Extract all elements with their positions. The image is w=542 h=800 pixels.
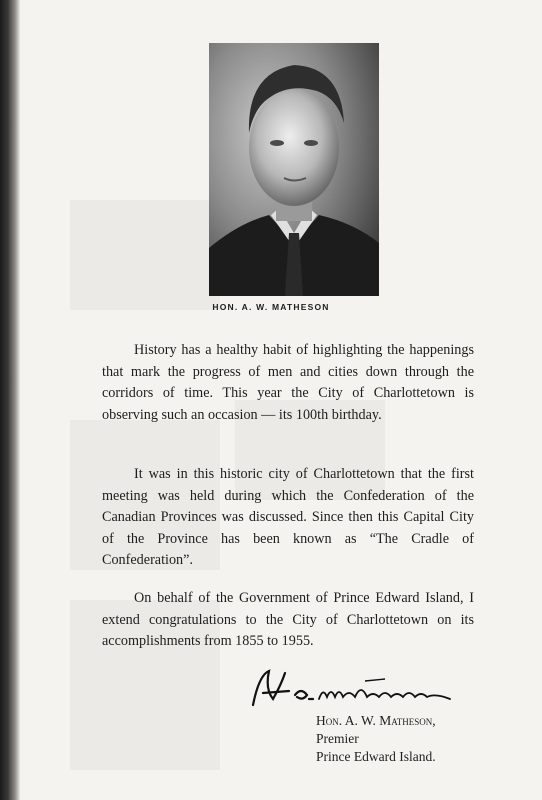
signatory-title: Premier (316, 731, 359, 746)
letter-paragraph: History has a healthy habit of highlighting the happenings that mark the progress of men and cities down through the corridors of time. This year the City of Charlottetown is observing such an occasion — its 100th birthday. (102, 342, 474, 423)
portrait-photo (209, 43, 379, 296)
bleed-through-shadow (70, 200, 220, 310)
book-binding-shadow (0, 0, 20, 800)
signature-block (316, 712, 436, 766)
signatory-province: Prince Edward Island. (316, 749, 436, 764)
photo-caption: HON. A. W. MATHESON (212, 302, 330, 312)
signatory-name: Hon. A. W. Matheson, (316, 713, 436, 728)
handwritten-signature (245, 665, 470, 713)
letter-paragraph: It was in this historic city of Charlottetown that the first meeting was held during which the Confederation of the Canadian Provinces was discussed. Since then this Capital City of the Province has been known as “The Cradle of Confederation”. (102, 466, 474, 568)
letter-paragraph: On behalf of the Government of Prince Edward Island, I extend congratulations to the City of Charlottetown on its accomplishments from 1855 to 1955. (102, 590, 474, 649)
